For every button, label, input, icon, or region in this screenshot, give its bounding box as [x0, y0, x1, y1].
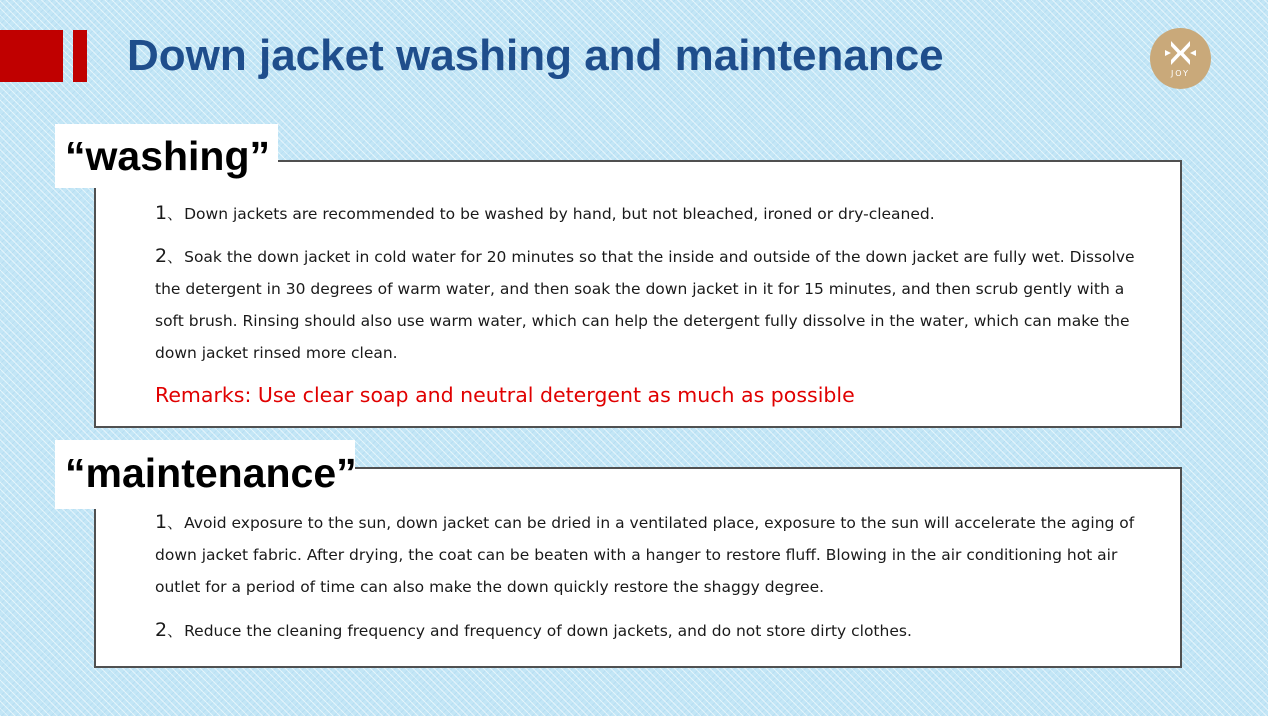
- title-accent-bar: [0, 30, 63, 82]
- washing-item-2-separator: 、: [167, 248, 183, 266]
- maintenance-item-2-separator: 、: [167, 622, 183, 640]
- washing-item-2: [155, 240, 1150, 369]
- maintenance-heading: “maintenance”: [55, 440, 355, 509]
- page-title: Down jacket washing and maintenance: [127, 31, 944, 80]
- maintenance-item-2-text: Reduce the cleaning frequency and frequency of down jackets, and do not store dirty clothes.: [184, 622, 912, 640]
- washing-item-1-separator: 、: [167, 205, 183, 223]
- joy-logo: [1150, 28, 1211, 89]
- washing-item-2-number: 2: [155, 245, 168, 267]
- washing-item-1-text: Down jackets are recommended to be washed by hand, but not bleached, ironed or dry-cleaned.: [184, 205, 935, 223]
- maintenance-item-1-separator: 、: [167, 514, 183, 532]
- maintenance-item-1: [155, 506, 1150, 603]
- maintenance-item-1-text: Avoid exposure to the sun, down jacket can be dried in a ventilated place, exposure to the sun will accelerate the aging of down jacket fabric. After drying, the coat can be beaten with a hanger to restore fluff. Blowing in the air conditioning hot air outlet for a period of time can also make the down quickly restore the shaggy degree.: [155, 514, 1135, 596]
- maintenance-item-1-number: 1: [155, 511, 168, 533]
- washing-remark: Remarks: Use clear soap and neutral detergent as much as possible: [155, 383, 855, 407]
- maintenance-item-2: [155, 614, 1150, 647]
- maintenance-item-2-number: 2: [155, 619, 168, 641]
- title-accent-stripe: [73, 30, 87, 82]
- joy-logo-mark-icon: [1150, 28, 1211, 89]
- washing-item-1-number: 1: [155, 202, 168, 224]
- washing-item-2-text: Soak the down jacket in cold water for 20 minutes so that the inside and outside of the down jacket are fully wet. Dissolve the detergent in 30 degrees of warm water, and then soak the down jacket in it for 15 minutes, and then scrub gently with a soft brush. Rinsing should also use warm water, which can help the detergent fully dissolve in the water, which can make the down jacket rinsed more clean.: [155, 248, 1135, 362]
- logo-text: JOY: [1170, 69, 1191, 78]
- washing-heading: “washing”: [55, 124, 278, 188]
- washing-item-1: [155, 197, 1150, 230]
